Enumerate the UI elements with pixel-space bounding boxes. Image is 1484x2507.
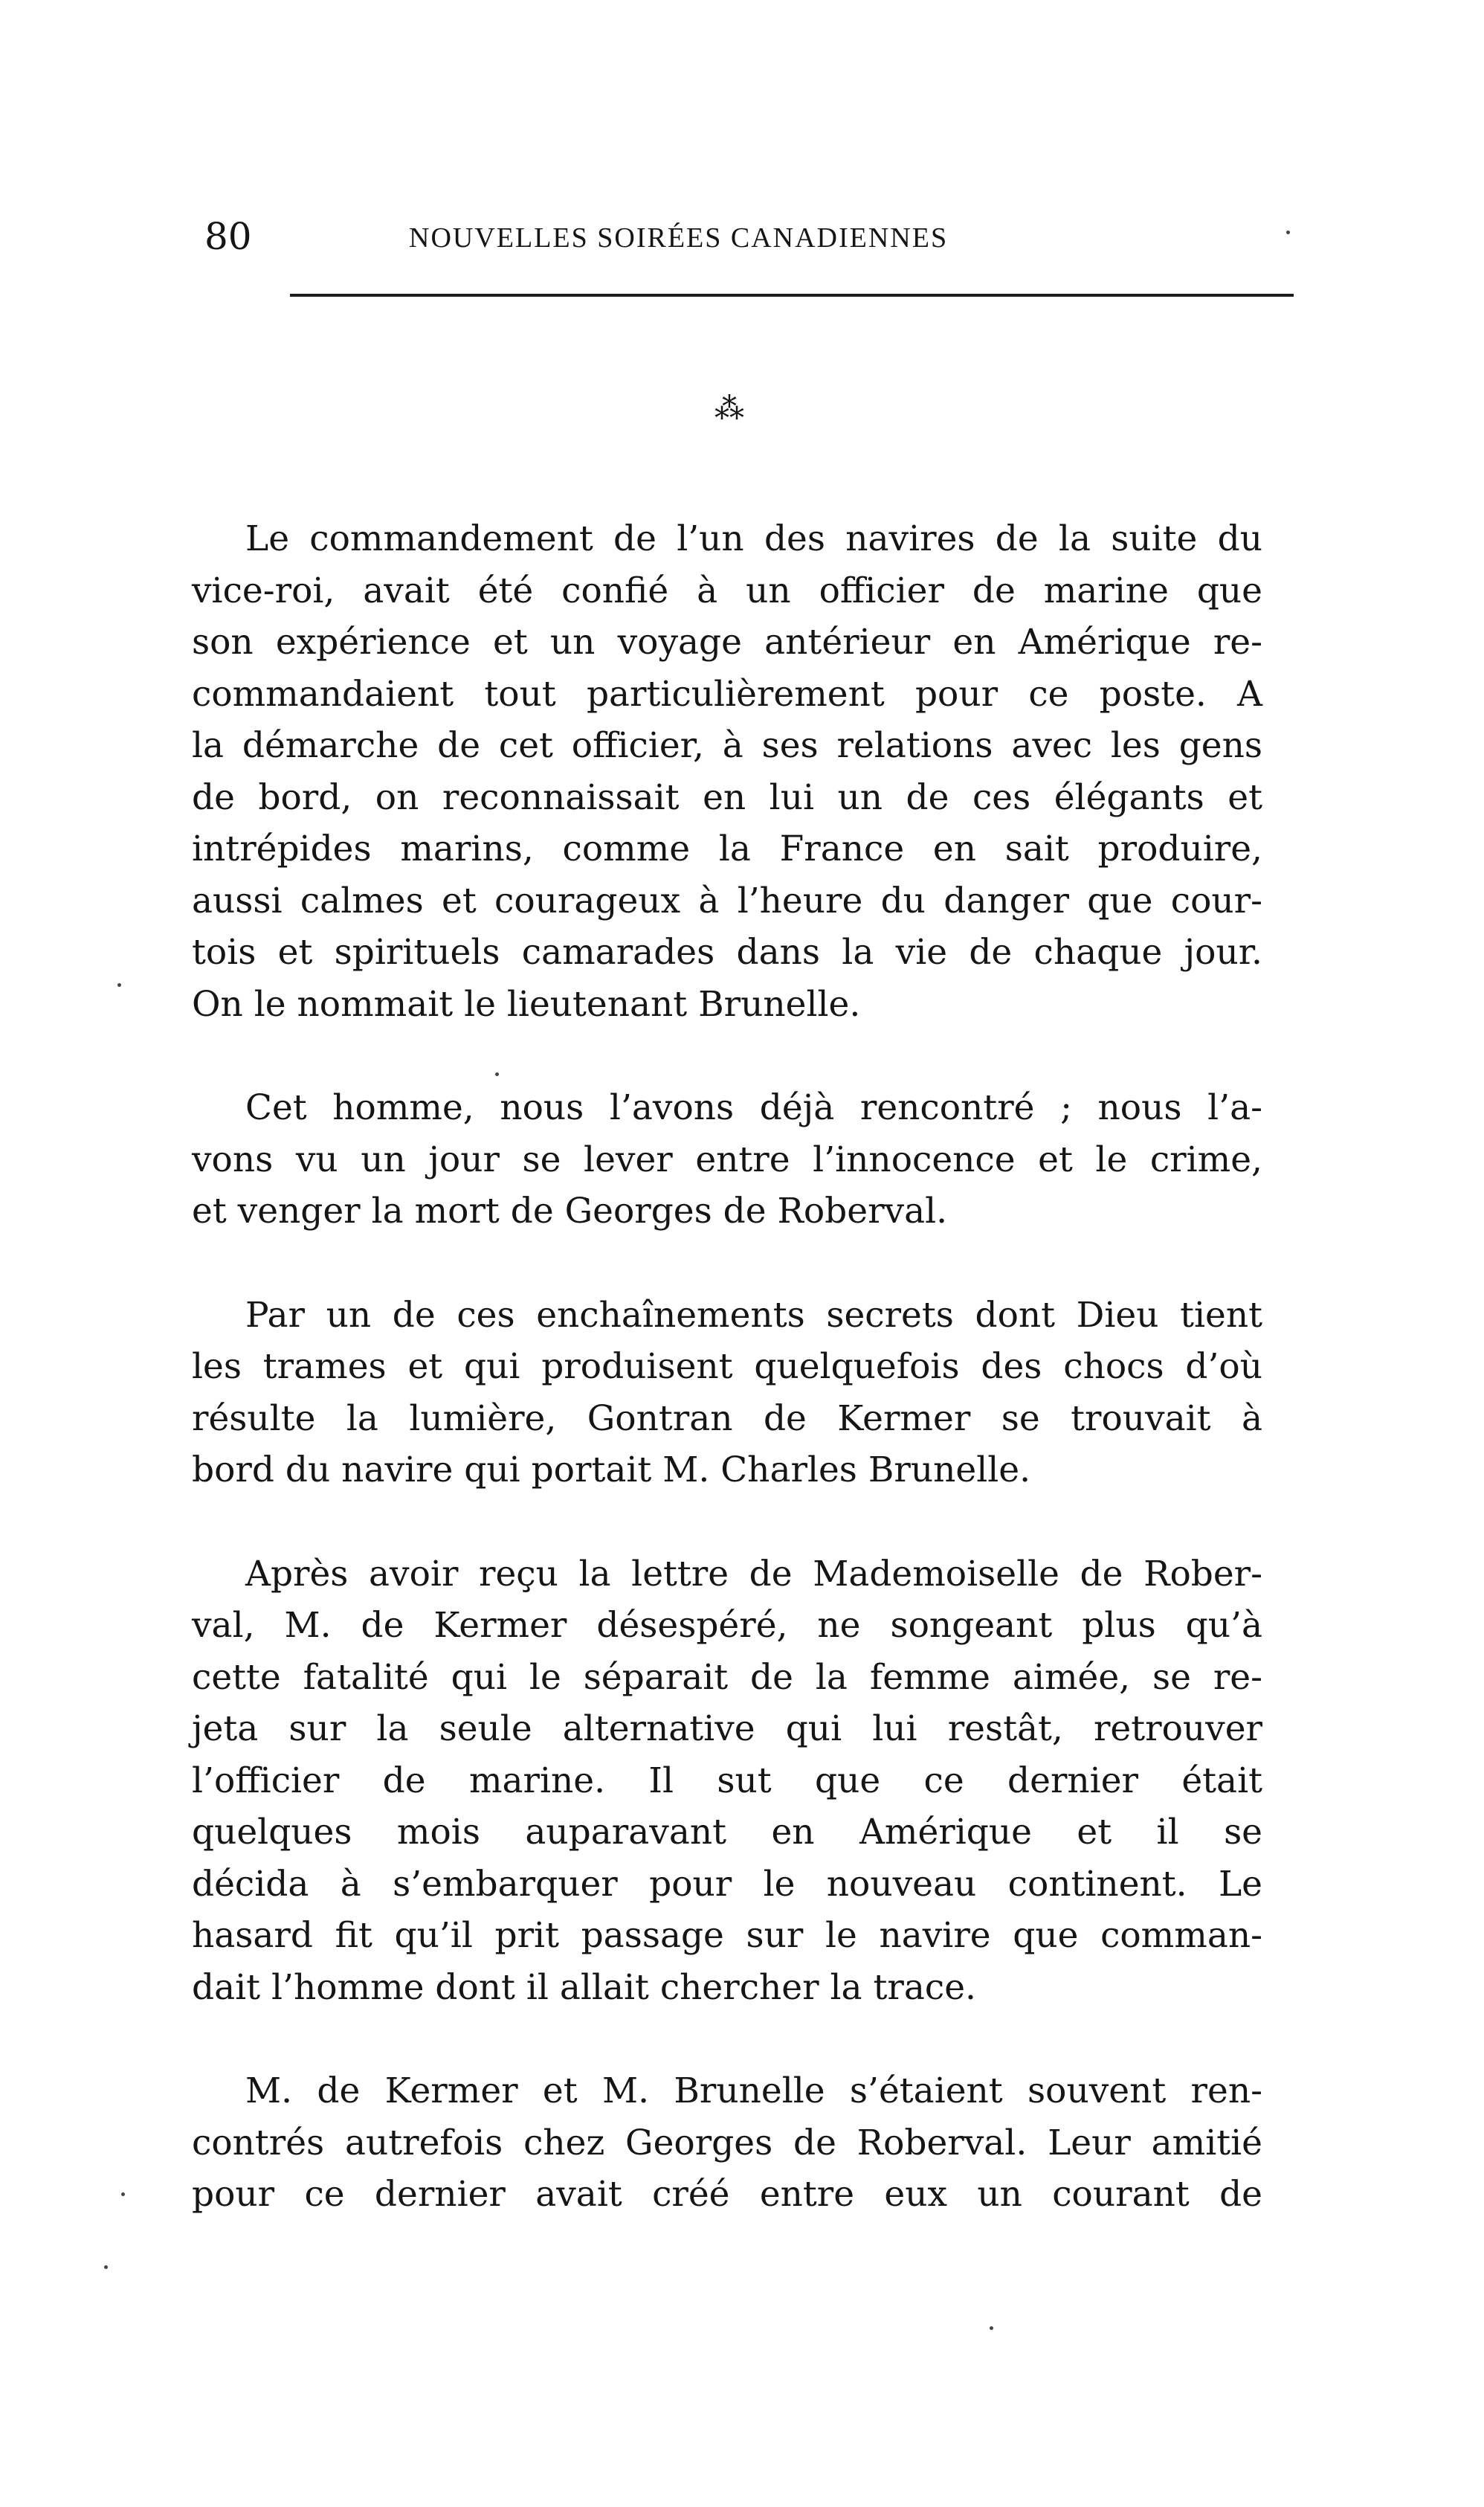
scan-speck (1286, 231, 1290, 234)
paragraph-5 (192, 2065, 1262, 2221)
header-rule (290, 294, 1294, 297)
text-line: cette fatalité qui le séparait de la femme aimée, se re- (192, 1656, 1262, 1698)
text-line: Après avoir reçu la lettre de Mademoiselle de Rober- (245, 1553, 1262, 1594)
scan-speck (121, 2192, 125, 2196)
text-line: vice-roi, avait été confié à un officier de marine que (192, 570, 1262, 611)
text-line: la démarche de cet officier, à ses relations avec les gens (192, 725, 1262, 766)
page-number: 80 (204, 215, 252, 258)
running-head (204, 214, 1290, 259)
text-line: hasard fit qu’il prit passage sur le navire que comman- (192, 1915, 1262, 1956)
text-line: Cet homme, nous l’avons déjà rencontré ; nous l’a- (245, 1087, 1262, 1128)
text-line: tois et spirituels camarades dans la vie de chaque jour. (192, 932, 1262, 973)
running-title: NOUVELLES SOIRÉES CANADIENNES (409, 222, 949, 254)
text-line: quelques mois auparavant en Amérique et il se (192, 1812, 1262, 1853)
text-line: décida à s’embarquer pour le nouveau continent. Le (192, 1863, 1262, 1905)
text-line: Le commandement de l’un des navires de la suite du (245, 518, 1262, 559)
scan-speck (104, 2265, 108, 2269)
text-line: et venger la mort de Georges de Roberval. (192, 1191, 948, 1232)
text-line: dait l’homme dont il allait chercher la trace. (192, 1966, 976, 2008)
paragraph-3 (192, 1290, 1262, 1496)
text-line: contrés autrefois chez Georges de Roberval. Leur amitié (192, 2122, 1262, 2163)
text-line: intrépides marins, comme la France en sait produire, (192, 828, 1262, 869)
text-line: de bord, on reconnaissait en lui un de ces élégants et (192, 776, 1262, 818)
scan-speck (495, 1072, 499, 1076)
text-line: val, M. de Kermer désespéré, ne songeant plus qu’à (192, 1605, 1262, 1646)
text-line: commandaient tout particulièrement pour ce poste. A (192, 673, 1262, 715)
paragraph-2 (192, 1082, 1262, 1238)
text-line: l’officier de marine. Il sut que ce dernier était (192, 1760, 1262, 1801)
text-line: les trames et qui produisent quelquefois des chocs d’où (192, 1346, 1262, 1387)
text-line: Par un de ces enchaînements secrets dont Dieu tient (245, 1294, 1262, 1336)
asterism-ornament: ⁂ (714, 392, 743, 426)
scan-speck (117, 983, 121, 987)
body-text (192, 513, 1262, 2221)
text-line: aussi calmes et courageux à l’heure du danger que cour- (192, 880, 1262, 921)
text-line: bord du navire qui portait M. Charles Brunelle. (192, 1449, 1031, 1490)
text-line: résulte la lumière, Gontran de Kermer se trouvait à (192, 1397, 1262, 1439)
text-line: son expérience et un voyage antérieur en Amérique re- (192, 622, 1262, 663)
text-line: On le nommait le lieutenant Brunelle. (192, 983, 861, 1025)
text-line: M. de Kermer et M. Brunelle s’étaient souvent ren- (245, 2070, 1262, 2111)
text-line: vons vu un jour se lever entre l’innocence et le crime, (192, 1139, 1262, 1180)
text-line: pour ce dernier avait créé entre eux un courant de (192, 2174, 1262, 2215)
paragraph-1 (192, 513, 1262, 1030)
scan-speck (990, 2326, 993, 2330)
paragraph-4 (192, 1548, 1262, 2014)
text-line: jeta sur la seule alternative qui lui restât, retrouver (192, 1708, 1262, 1749)
